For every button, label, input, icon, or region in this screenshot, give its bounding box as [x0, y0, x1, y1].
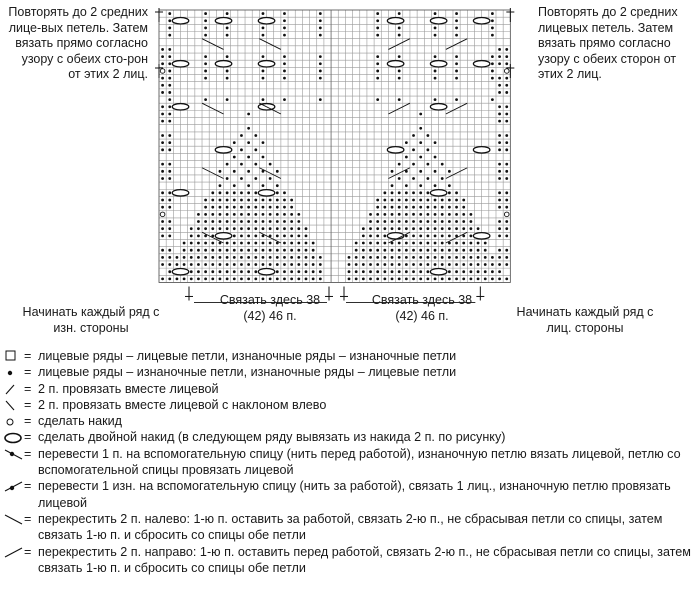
circle-icon — [4, 413, 24, 429]
double-yarn-over-mark — [430, 61, 446, 67]
cross-right-icon — [4, 544, 24, 560]
double-yarn-over-mark — [172, 190, 188, 196]
double-yarn-over-mark — [387, 18, 403, 24]
note-start-wrong-side: Начинать каждый ряд с изн. стороны — [22, 305, 160, 335]
cross-left-purl-icon — [4, 446, 24, 462]
dot-icon — [4, 364, 24, 380]
double-yarn-over-mark — [215, 147, 231, 153]
double-yarn-over-mark — [258, 190, 274, 196]
square-icon — [4, 348, 24, 364]
legend-item: = перевести 1 п. на вспомогательную спицу (нить перед работой), изнаночную петлю вязать лицевой, петлю со вспомогательной спицы провязать лицевой — [4, 446, 696, 479]
legend-item: = перекрестить 2 п. направо: 1-ю п. оставить перед работой, связать 2-ю п., не сбрасывая петли со спицы, затем связать 1-ю п. и сбросить со спицы обе петли — [4, 544, 696, 577]
legend — [4, 348, 696, 576]
double-yarn-over-mark — [430, 190, 446, 196]
chart-grid — [159, 10, 510, 282]
note-repeat-left: Повторять до 2 средних лице-вых петель. Затем вязать прямо согласно узору с обеих сто-рон от этих 2 лиц. — [8, 5, 148, 81]
slash-right-icon — [4, 381, 24, 397]
note-repeat-right: Повторять до 2 средних лицевых петель. Затем вязать прямо согласно узору с обеих сторон от этих 2 лиц. — [538, 5, 678, 81]
legend-item: = сделать накид — [4, 413, 696, 429]
legend-item: = 2 п. провязать вместе лицевой — [4, 381, 696, 397]
note-cast-on-right: Связать здесь 38 (42) 46 п. — [371, 293, 473, 323]
yarn-over-mark — [504, 69, 509, 74]
yarn-over-mark — [160, 69, 165, 74]
double-yarn-over-mark — [215, 233, 231, 239]
double-yarn-over-mark — [430, 18, 446, 24]
double-yarn-over-mark — [215, 61, 231, 67]
double-yarn-over-mark — [172, 104, 188, 110]
double-yarn-over-mark — [258, 18, 274, 24]
legend-item: = 2 п. провязать вместе лицевой с наклоном влево — [4, 397, 696, 413]
cross-right-purl-icon — [4, 478, 24, 494]
double-yarn-over-mark — [387, 233, 403, 239]
cross-left-icon — [4, 511, 24, 527]
oval-icon — [4, 429, 24, 445]
double-yarn-over-mark — [258, 268, 274, 274]
double-yarn-over-mark — [387, 147, 403, 153]
yarn-over-mark — [160, 212, 165, 217]
cross-stitch-marks — [202, 39, 467, 243]
double-yarn-over-mark — [473, 18, 489, 24]
note-cast-on-left: Связать здесь 38 (42) 46 п. — [219, 293, 321, 323]
double-yarn-over-mark — [387, 61, 403, 67]
legend-item: = перевести 1 изн. на вспомогательную спицу (нить за работой), связать 1 лиц., изнаночную петлю провязать лицевой — [4, 478, 696, 511]
legend-item: = сделать двойной накид (в следующем ряду вывязать из накида 2 п. по рисунку) — [4, 429, 696, 445]
note-start-right-side: Начинать каждый ряд с лиц. стороны — [516, 305, 654, 335]
double-yarn-over-mark — [258, 61, 274, 67]
double-yarn-over-mark — [172, 61, 188, 67]
legend-item: = лицевые ряды – изнаночные петли, изнаночные ряды – лицевые петли — [4, 364, 696, 380]
slash-left-icon — [4, 397, 24, 413]
legend-item: = лицевые ряды – лицевые петли, изнаночные ряды – изнаночные петли — [4, 348, 696, 364]
double-yarn-over-mark — [430, 268, 446, 274]
double-yarn-over-mark — [172, 268, 188, 274]
double-yarn-over-mark — [430, 104, 446, 110]
double-yarn-over-mark — [215, 18, 231, 24]
double-yarn-over-mark — [473, 61, 489, 67]
double-yarn-over-mark — [473, 147, 489, 153]
double-yarn-over-mark — [473, 233, 489, 239]
double-yarn-over-mark — [172, 18, 188, 24]
yarn-over-mark — [504, 212, 509, 217]
legend-item: = перекрестить 2 п. налево: 1-ю п. оставить за работой, связать 2-ю п., не сбрасывая петли со спицы, затем связать 1-ю п. и сбросить со спицы обе петли — [4, 511, 696, 544]
